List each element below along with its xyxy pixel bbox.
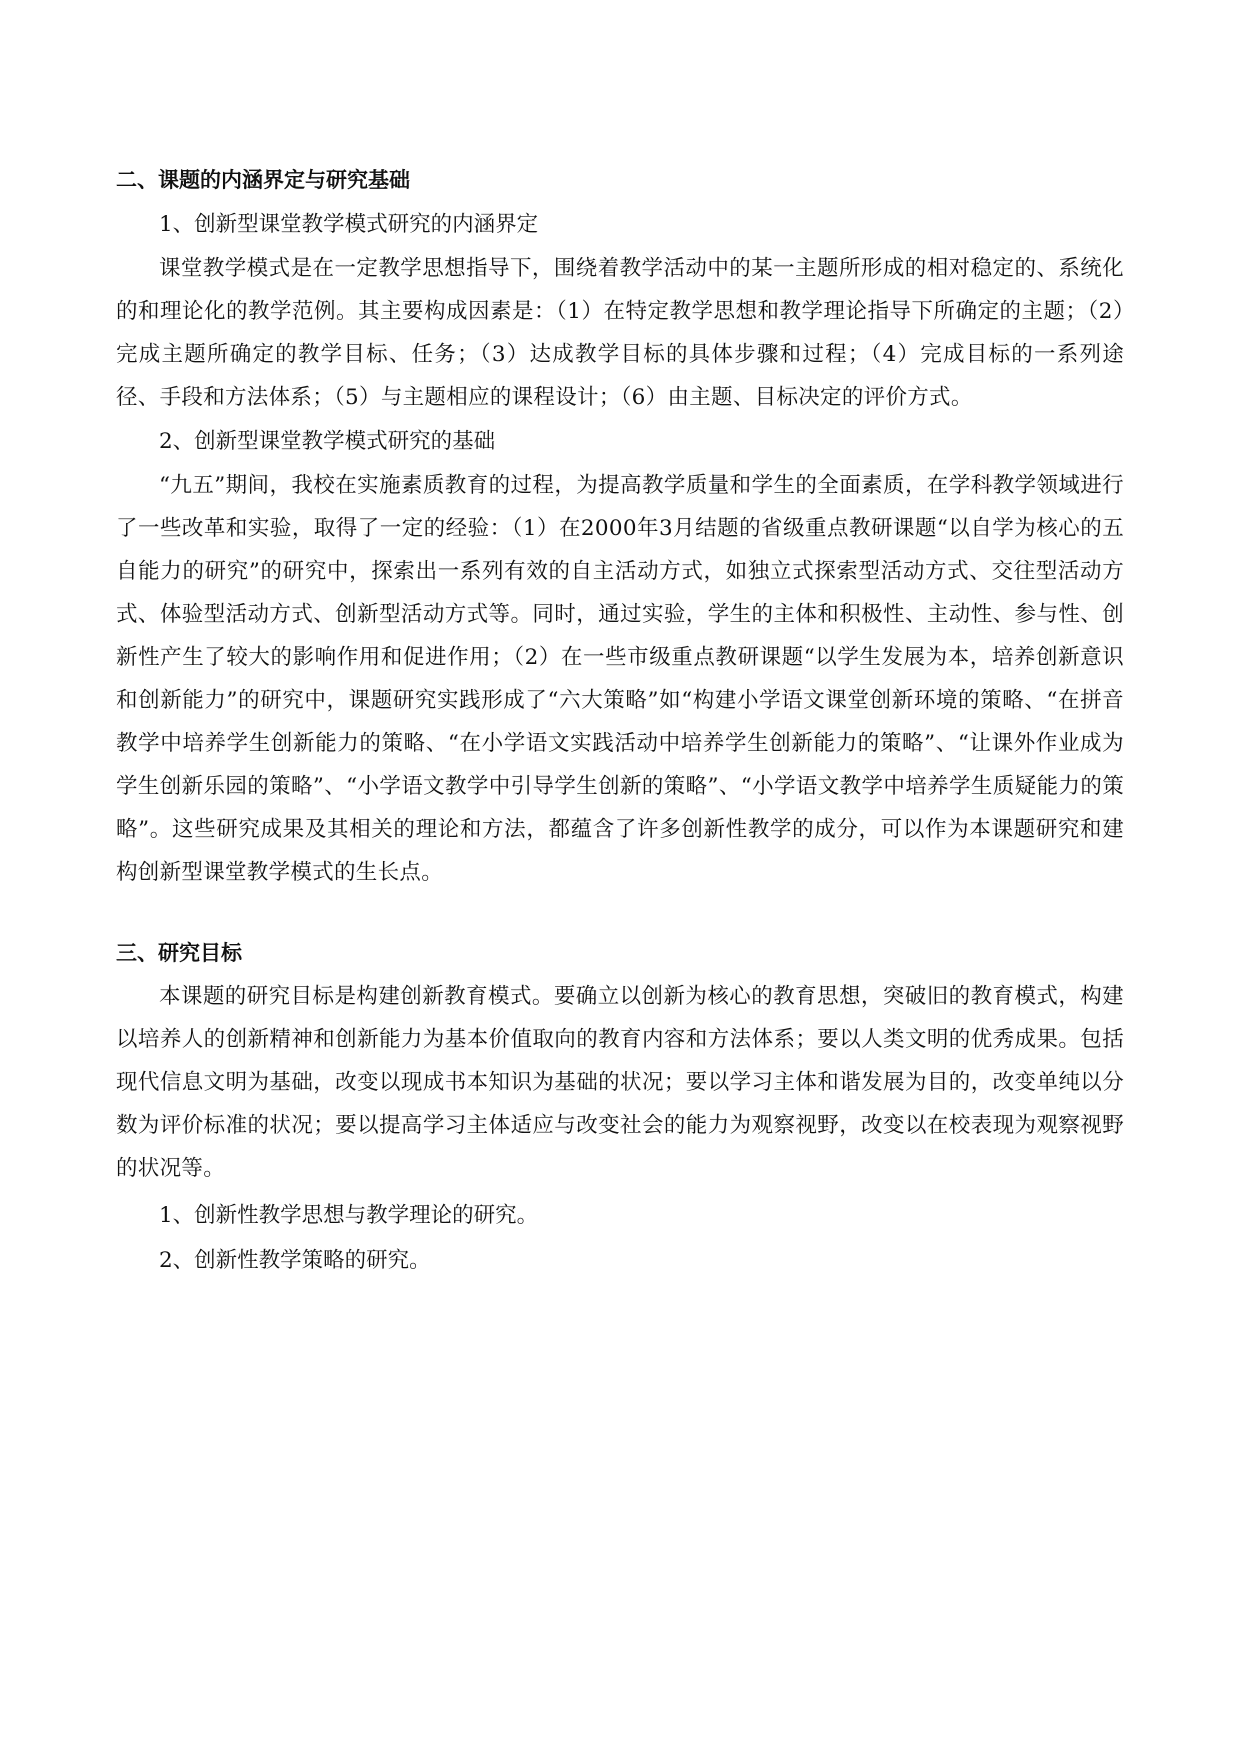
document-page <box>116 158 1124 1283</box>
subsection-title: 1、创新型课堂教学模式研究的内涵界定 <box>159 212 539 237</box>
goal-item: 2、创新性教学策略的研究。 <box>159 1248 431 1273</box>
paragraph: 课堂教学模式是在一定教学思想指导下，围绕着教学活动中的某一主题所形成的相对稳定的、系统化的和理论化的教学范例。其主要构成因素是：（1）在特定教学思想和教学理论指导下所确定的主题；（2）完成主题所确定的教学目标、任务；（3）达成教学目标的具体步骤和过程；（4）完成目标的一系列途径、手段和方法体系；（5）与主题相应的课程设计；（6）由主题、目标决定的评价方式。 <box>116 256 1124 410</box>
goal-item: 1、创新性教学思想与教学理论的研究。 <box>159 1203 539 1228</box>
section-research-foundation <box>116 158 1124 894</box>
section-spacer <box>116 894 1124 931</box>
section-heading: 三、研究目标 <box>116 941 242 965</box>
paragraph: 本课题的研究目标是构建创新教育模式。要确立以创新为核心的教育思想，突破旧的教育模式，构建以培养人的创新精神和创新能力为基本价值取向的教育内容和方法体系；要以人类文明的优秀成果。包括现代信息文明为基础，改变以现成书本知识为基础的状况；要以学习主体和谐发展为目的，改变单纯以分数为评价标准的状况；要以提高学习主体适应与改变社会的能力为观察视野，改变以在校表现为观察视野的状况等。 <box>116 984 1124 1181</box>
section-heading: 二、课题的内涵界定与研究基础 <box>116 168 410 192</box>
subsection-title: 2、创新型课堂教学模式研究的基础 <box>159 429 496 454</box>
paragraph: “九五”期间，我校在实施素质教育的过程，为提高教学质量和学生的全面素质，在学科教学领域进行了一些改革和实验，取得了一定的经验：（1）在2000年3月结题的省级重点教研课题“以自学为核心的五自能力的研究”的研究中，探索出一系列有效的自主活动方式，如独立式探索型活动方式、交往型活动方式、体验型活动方式、创新型活动方式等。同时，通过实验，学生的主体和积极性、主动性、参与性、创新性产生了较大的影响作用和促进作用；（2）在一些市级重点教研课题“以学生发展为本，培养创新意识和创新能力”的研究中，课题研究实践形成了“六大策略”如“构建小学语文课堂创新环境的策略、“在拼音教学中培养学生创新能力的策略、“在小学语文实践活动中培养学生创新能力的策略”、“让课外作业成为学生创新乐园的策略”、“小学语文教学中引导学生创新的策略”、“小学语文教学中培养学生质疑能力的策略”。这些研究成果及其相关的理论和方法，都蕴含了许多创新性教学的成分，可以作为本课题研究和建构创新型课堂教学模式的生长点。 <box>116 473 1124 885</box>
section-research-goals <box>116 931 1124 1283</box>
